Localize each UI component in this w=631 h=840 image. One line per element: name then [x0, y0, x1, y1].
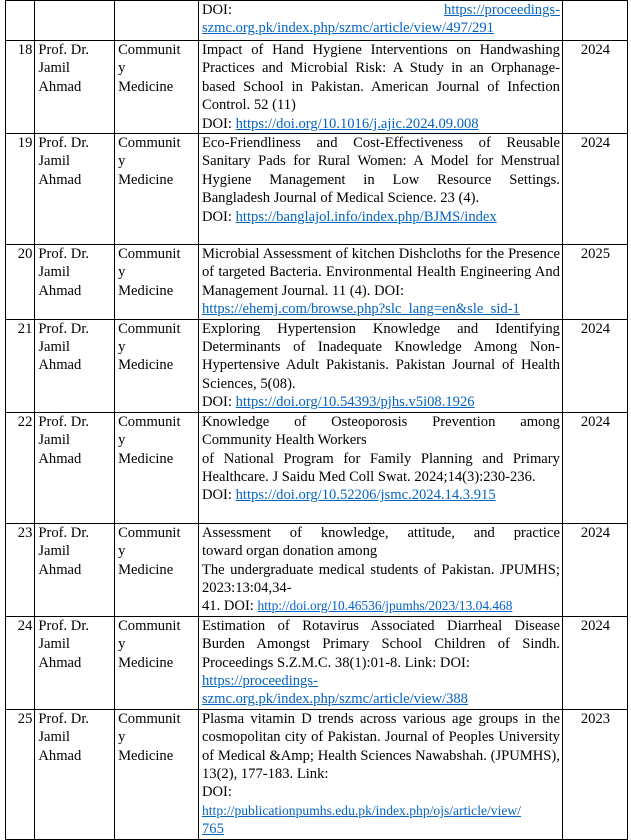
doi-link[interactable]: https://doi.org/10.1016/j.ajic.2024.09.008 [235, 115, 479, 132]
department-part: y [118, 60, 126, 77]
citation-line: toward organ donation among [201, 543, 378, 560]
department-part: Communit [118, 413, 181, 430]
citation-text: Microbial Assessment of kitchen Dishcloths for the Presence of targeted Bacteria. Environmental Health Engineering And Management Journal. 11 (4). DOI: [201, 246, 560, 299]
table-row [6, 245, 628, 320]
department [115, 709, 199, 839]
publication-year: 2024 [562, 134, 627, 245]
row-number: 23 [6, 523, 35, 616]
table-row [6, 523, 628, 616]
department-part: y [118, 264, 126, 281]
table-row [6, 1, 628, 41]
doi-label: DOI: [201, 784, 232, 801]
department-part: y [118, 153, 126, 170]
publication-year: 2024 [562, 616, 627, 709]
title-cell [198, 1, 562, 41]
table-row [6, 709, 628, 839]
department-part: Medicine [118, 747, 174, 764]
author-name: Prof. Dr. Jamil Ahmad [35, 412, 115, 523]
publication-year: 2024 [562, 412, 627, 523]
department-part: y [118, 339, 126, 356]
doi-link[interactable]: http://doi.org/10.46536/jpumhs/2023/13.04.468 [257, 598, 513, 614]
publication-citation [198, 245, 562, 320]
publication-year: 2023 [562, 709, 627, 839]
row-number: 21 [6, 319, 35, 412]
author-name: Prof. Dr. Jamil Ahmad [35, 616, 115, 709]
publication-year: 2024 [562, 523, 627, 616]
table-row [6, 134, 628, 245]
doi-link[interactable]: https://banglajol.info/index.php/BJMS/index [235, 208, 497, 225]
doi-link[interactable]: https://proceedings- [444, 2, 560, 18]
year-cell [562, 1, 627, 41]
department [115, 616, 199, 709]
publication-year: 2024 [562, 41, 627, 134]
department [115, 319, 199, 412]
publication-year: 2025 [562, 245, 627, 320]
department-part: y [118, 432, 126, 449]
doi-link[interactable]: https://ehemj.com/browse.php?slc_lang=en&sle_sid-1 [201, 301, 520, 318]
author-name: Prof. Dr. Jamil Ahmad [35, 41, 115, 134]
department-part: Medicine [118, 78, 174, 95]
department [115, 412, 199, 523]
citation-line: of National Program for Family Planning and Primary Healthcare. J Saidu Med Coll Swat. 2024;14(3):230-236. [201, 450, 560, 485]
row-number: 18 [6, 41, 35, 134]
department-part: Medicine [118, 561, 174, 578]
citation-line: Community Health Workers [201, 432, 367, 449]
department-part: Medicine [118, 654, 174, 671]
publication-citation [198, 134, 562, 245]
doi-label: DOI: [201, 208, 236, 225]
citation-text: Estimation of Rotavirus Associated Diarrheal Disease Burden Amongst Primary School Children of Sindh. Proceedings S.Z.M.C. 38(1):01-8. Link: DOI: [201, 617, 560, 671]
row-number: 19 [6, 134, 35, 245]
department-part: y [118, 729, 126, 746]
author-name: Prof. Dr. Jamil Ahmad [35, 134, 115, 245]
row-number: 24 [6, 616, 35, 709]
department-part: Medicine [118, 357, 174, 374]
name-cell [35, 1, 115, 41]
row-number: 22 [6, 412, 35, 523]
doi-link[interactable]: https://doi.org/10.52206/jsmc.2024.14.3.915 [235, 487, 496, 504]
department [115, 134, 199, 245]
row-number: 20 [6, 245, 35, 320]
doi-link[interactable]: https://doi.org/10.54393/pjhs.v5i08.1926 [235, 394, 475, 411]
citation-text: Impact of Hand Hygiene Interventions on Handwashing Practices and Microbial Risk: A Study in an Orphanage-based School in Pakistan. American Journal of Infection Control. 52 (11) [201, 42, 560, 114]
row-number: 25 [6, 709, 35, 839]
publications-table [5, 0, 628, 840]
department-part: y [118, 543, 126, 560]
department [115, 41, 199, 134]
citation-line: Assessment of knowledge, attitude, and practice [201, 524, 560, 541]
citation-text: Exploring Hypertension Knowledge and Identifying Determinants of Inadequate Knowledge Among Non-Hypertensive Adult Pakistanis. Pakistan Journal of Health Sciences, 5(08). [201, 320, 560, 392]
citation-text: Plasma vitamin D trends across various age groups in the cosmopolitan city of Pakistan. Journal of Peoples University of Medical &Amp; Health Sciences Nawabshah. (JPUMHS), 13(2), 177-183. Link: [201, 710, 560, 782]
doi-label: DOI: [201, 487, 236, 504]
publication-year: 2024 [562, 319, 627, 412]
doi-link-continued[interactable]: 765 [201, 821, 224, 838]
department-part: Communit [118, 42, 181, 58]
citation-line: 41. DOI: [201, 598, 258, 615]
author-name: Prof. Dr. Jamil Ahmad [35, 245, 115, 320]
citation-text: Eco-Friendliness and Cost-Effectiveness of Reusable Sanitary Pads for Rural Women: A Model for Menstrual Hygiene Management in Low Resource Settings. Bangladesh Journal of Medical Science. 23 (4). [201, 135, 560, 207]
doi-link[interactable]: http://publicationpumhs.edu.pk/index.php/ojs/article/view/ [201, 802, 521, 818]
author-name: Prof. Dr. Jamil Ahmad [35, 319, 115, 412]
department [115, 523, 199, 616]
dept-cell [115, 1, 199, 41]
doi-link[interactable]: https://proceedings- [201, 672, 318, 689]
publication-citation [198, 41, 562, 134]
table-row [6, 41, 628, 134]
doi-label: DOI: [201, 2, 232, 18]
department-part: Communit [118, 135, 181, 152]
table-row [6, 616, 628, 709]
author-name: Prof. Dr. Jamil Ahmad [35, 709, 115, 839]
num-cell [6, 1, 35, 41]
department-part: Communit [118, 246, 181, 263]
table-row [6, 412, 628, 523]
publication-citation [198, 709, 562, 839]
publication-citation [198, 616, 562, 709]
doi-label: DOI: [201, 394, 236, 411]
department-part: Communit [118, 617, 181, 634]
department [115, 245, 199, 320]
department-part: Communit [118, 524, 181, 541]
publication-citation [198, 523, 562, 616]
department-part: Medicine [118, 450, 174, 467]
doi-link-continued[interactable]: szmc.org.pk/index.php/szmc/article/view/388 [201, 691, 468, 708]
publication-citation [198, 319, 562, 412]
author-name: Prof. Dr. Jamil Ahmad [35, 523, 115, 616]
department-part: y [118, 636, 126, 653]
doi-link-continued[interactable]: szmc.org.pk/index.php/szmc/article/view/497/291 [201, 20, 494, 37]
department-part: Communit [118, 710, 181, 727]
department-part: Communit [118, 320, 181, 337]
department-part: Medicine [118, 282, 174, 299]
doi-label: DOI: [201, 115, 236, 132]
table-row [6, 319, 628, 412]
department-part: Medicine [118, 171, 174, 188]
citation-line: The undergraduate medical students of Pakistan. JPUMHS; 2023:13:04,34- [201, 561, 560, 596]
publication-citation [198, 412, 562, 523]
citation-line: Knowledge of Osteoporosis Prevention among [201, 413, 560, 430]
